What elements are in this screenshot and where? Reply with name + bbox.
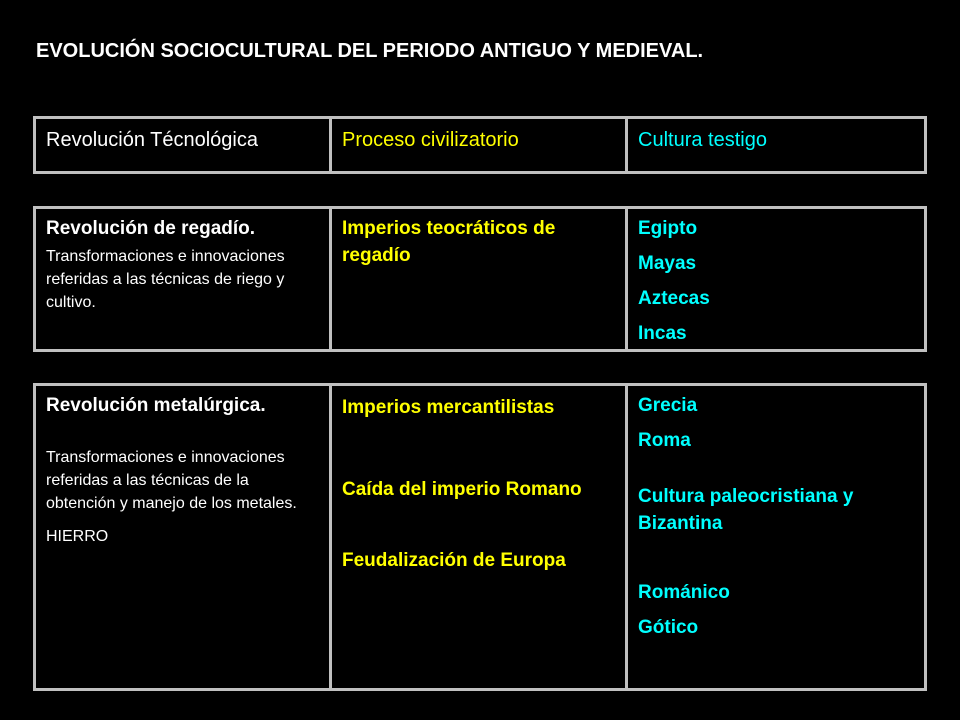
culture-item: Aztecas <box>638 288 710 309</box>
row-irrigation <box>33 206 927 352</box>
cell-process <box>332 386 628 688</box>
revolution-title: Revolución metalúrgica. <box>46 395 266 416</box>
process-label: Imperios mercantilistas <box>342 397 555 418</box>
revolution-description: Transformaciones e innovaciones referidas a las técnicas de la obtención y manejo de los metales. <box>46 449 297 512</box>
culture-item: Románico <box>638 582 730 603</box>
culture-item: Cultura paleocristiana y Bizantina <box>638 486 854 534</box>
header-col-culture: Cultura testigo <box>638 129 767 151</box>
process-label: Imperios teocráticos de regadío <box>342 218 556 266</box>
culture-item: Mayas <box>638 253 697 274</box>
cell-process <box>332 209 628 349</box>
header-table <box>33 116 927 174</box>
header-col-process: Proceso civilizatorio <box>332 119 628 171</box>
cell-revolution <box>36 209 332 349</box>
culture-item: Incas <box>638 323 687 344</box>
revolution-extra: HIERRO <box>46 528 109 545</box>
process-label: Feudalización de Europa <box>342 550 566 571</box>
revolution-title: Revolución de regadío. <box>46 218 256 239</box>
culture-item: Egipto <box>638 218 698 239</box>
culture-item: Grecia <box>638 395 698 416</box>
page-title: EVOLUCIÓN SOCIOCULTURAL DEL PERIODO ANTIGUO Y MEDIEVAL. <box>36 40 704 62</box>
header-col-revolution: Revolución Técnológica <box>36 119 332 171</box>
cell-revolution <box>36 386 332 688</box>
row-metallurgy <box>33 383 927 691</box>
revolution-description: Transformaciones e innovaciones referidas a las técnicas de riego y cultivo. <box>46 248 285 311</box>
culture-item: Gótico <box>638 617 699 638</box>
cell-culture <box>628 386 924 688</box>
culture-item: Roma <box>638 430 691 451</box>
cell-culture <box>628 209 924 349</box>
process-label: Caída del imperio Romano <box>342 479 582 500</box>
